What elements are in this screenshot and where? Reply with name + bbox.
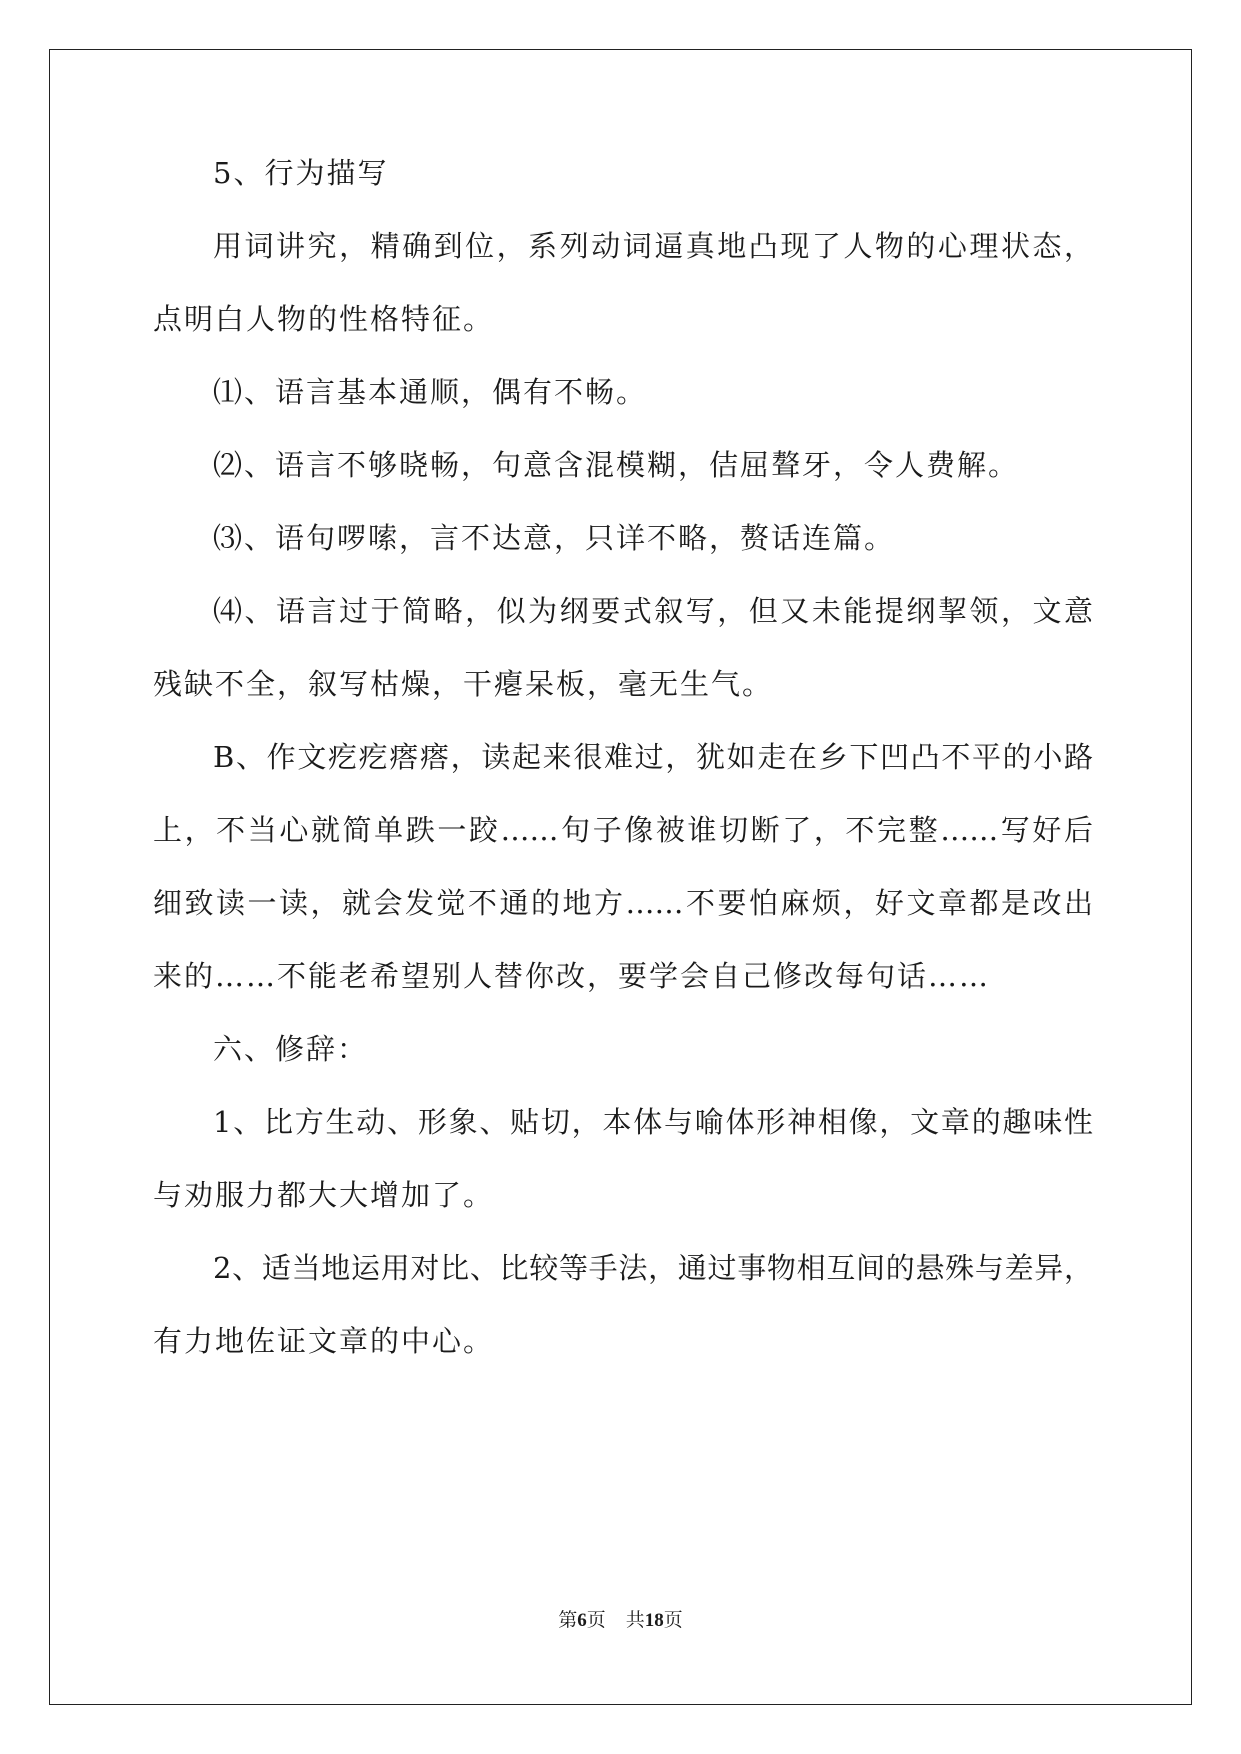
paragraph-line: 有力地佐证文章的中心。 bbox=[153, 1324, 495, 1358]
paragraph-line: 细致读一读，就会发觉不通的地方……不要怕麻烦，好文章都是改出 bbox=[153, 886, 1093, 920]
list-item: ⑶、语句啰嗦，言不达意，只详不略，赘话连篇。 bbox=[213, 521, 896, 555]
list-item: ⑵、语言不够晓畅，句意含混模糊，佶屈聱牙，令人费解。 bbox=[213, 448, 1020, 482]
paragraph-line: 与劝服力都大大增加了。 bbox=[153, 1178, 495, 1212]
footer-page-suffix: 页 bbox=[586, 1610, 606, 1631]
paragraph-line: 上，不当心就简单跌一跤……句子像被谁切断了，不完整……写好后 bbox=[153, 813, 1093, 847]
paragraph-line: 来的……不能老希望别人替你改，要学会自己修改每句话…… bbox=[153, 959, 991, 993]
paragraph-line: 1、比方生动、形象、贴切，本体与喻体形神相像，文章的趣味性 bbox=[213, 1105, 1093, 1139]
page-footer bbox=[0, 1609, 1241, 1633]
paragraph-line: 点明白人物的性格特征。 bbox=[153, 302, 495, 336]
footer-total-suffix: 页 bbox=[663, 1610, 683, 1631]
list-item: ⑴、语言基本通顺，偶有不畅。 bbox=[213, 375, 648, 409]
current-page-number: 6 bbox=[577, 1610, 587, 1631]
paragraph-line: 2、适当地运用对比、比较等手法，通过事物相互间的悬殊与差异， bbox=[213, 1251, 1093, 1285]
total-page-number: 18 bbox=[644, 1610, 664, 1631]
paragraph-line: 残缺不全，叙写枯燥，干瘪呆板，毫无生气。 bbox=[153, 667, 774, 701]
section-heading: 5、行为描写 bbox=[213, 156, 389, 190]
page-border bbox=[49, 49, 1192, 1705]
list-item: ⑷、语言过于简略，似为纲要式叙写，但又未能提纲挈领，文意 bbox=[213, 594, 1093, 628]
paragraph-line: 用词讲究，精确到位，系列动词逼真地凸现了人物的心理状态， bbox=[213, 229, 1093, 263]
paragraph-line: B、作文疙疙瘩瘩，读起来很难过，犹如走在乡下凹凸不平的小路 bbox=[213, 740, 1093, 774]
footer-prefix: 第 bbox=[558, 1610, 578, 1631]
section-heading: 六、修辞： bbox=[213, 1032, 369, 1066]
footer-total-prefix: 共 bbox=[625, 1610, 645, 1631]
